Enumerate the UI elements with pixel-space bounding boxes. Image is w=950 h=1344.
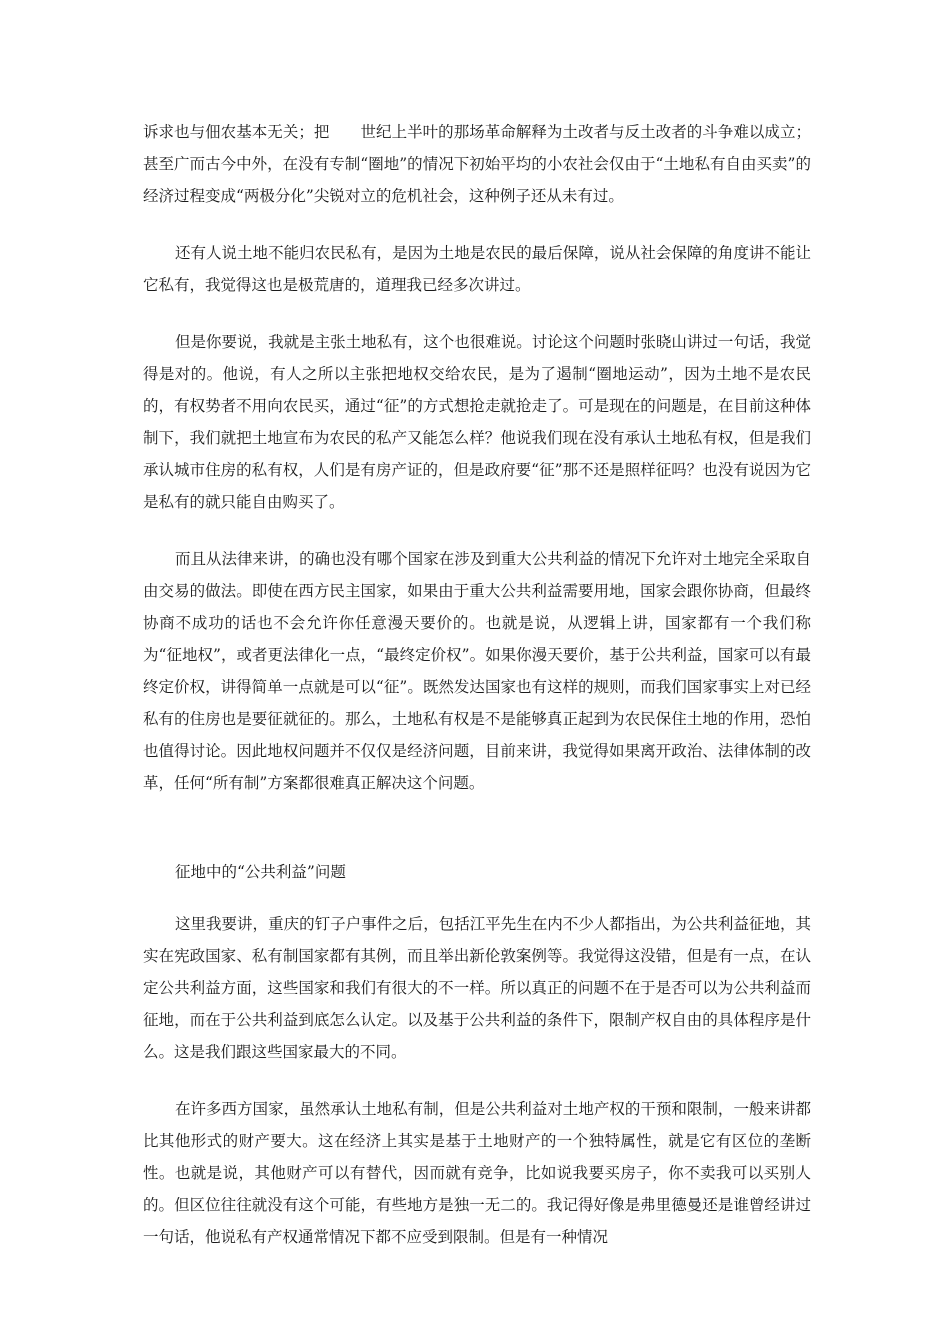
paragraph-1: 诉求也与佃农基本无关；把 世纪上半叶的那场革命解释为土改者与反土改者的斗争难以成立；甚至广而古今中外，在没有专制“圈地”的情况下初始平均的小农社会仅由于“土地私有自由买卖”的经济过程变成“两极分化”尖锐对立的危机社会，这种例子还从未有过。 <box>143 123 811 205</box>
paragraph-5: 这里我要讲，重庆的钉子户事件之后，包括江平先生在内不少人都指出，为公共利益征地，其实在宪政国家、私有制国家都有其例，而且举出新伦敦案例等。我觉得这没错，但是有一点，在认定公共利益方面，这些国家和我们有很大的不一样。所以真正的问题不在于是否可以为公共利益而征地，而在于公共利益到底怎么认定。以及基于公共利益的条件下，限制产权自由的具体程序是什么。这是我们跟这些国家最大的不同。 <box>143 915 811 1061</box>
paragraph-4: 而且从法律来讲，的确也没有哪个国家在涉及到重大公共利益的情况下允许对土地完全采取自由交易的做法。即使在西方民主国家，如果由于重大公共利益需要用地，国家会跟你协商，但最终协商不成功的话也不会允许你任意漫天要价的。也就是说，从逻辑上讲，国家都有一个我们称为“征地权”，或者更法律化一点，“最终定价权”。如果你漫天要价，基于公共利益，国家可以有最终定价权，讲得简单一点就是可以“征”。既然发达国家也有这样的规则，而我们国家事实上对已经私有的住房也是要征就征的。那么，土地私有权是不是能够真正起到为农民保住土地的作用，恐怕也值得讨论。因此地权问题并不仅仅是经济问题，目前来讲，我觉得如果离开政治、法律体制的改革，任何“所有制”方案都很难真正解决这个问题。 <box>143 550 811 792</box>
section-one <box>143 116 811 824</box>
paragraph-3: 但是你要说，我就是主张土地私有，这个也很难说。讨论这个问题时张晓山讲过一句话，我觉得是对的。他说，有人之所以主张把地权交给农民，是为了遏制“圈地运动”，因为土地不是农民的，有权势者不用向农民买，通过“征”的方式想抢走就抢走了。可是现在的问题是，在目前这种体制下，我们就把土地宣布为农民的私产又能怎么样？他说我们现在没有承认土地私有权，但是我们承认城市住房的私有权，人们是有房产证的，但是政府要“征”那不还是照样征吗？也没有说因为它是私有的就只能自由购买了。 <box>143 333 811 511</box>
paragraph-6: 在许多西方国家，虽然承认土地私有制，但是公共利益对土地产权的干预和限制，一般来讲都比其他形式的财产要大。这在经济上其实是基于土地财产的一个独特属性，就是它有区位的垄断性。也就是说，其他财产可以有替代，因而就有竞争，比如说我要买房子，你不卖我可以买别人的。但区位往往就没有这个可能，有些地方是独一无二的。我记得好像是弗里德曼还是谁曾经讲过一句话，他说私有产权通常情况下都不应受到限制。但是有一种情况 <box>143 1100 811 1246</box>
section-two <box>143 908 811 1278</box>
paragraph-2: 还有人说土地不能归农民私有，是因为土地是农民的最后保障，说从社会保障的角度讲不能让它私有，我觉得这也是极荒唐的，道理我已经多次讲过。 <box>143 244 811 294</box>
section-heading: 征地中的“公共利益”问题 <box>175 863 346 881</box>
